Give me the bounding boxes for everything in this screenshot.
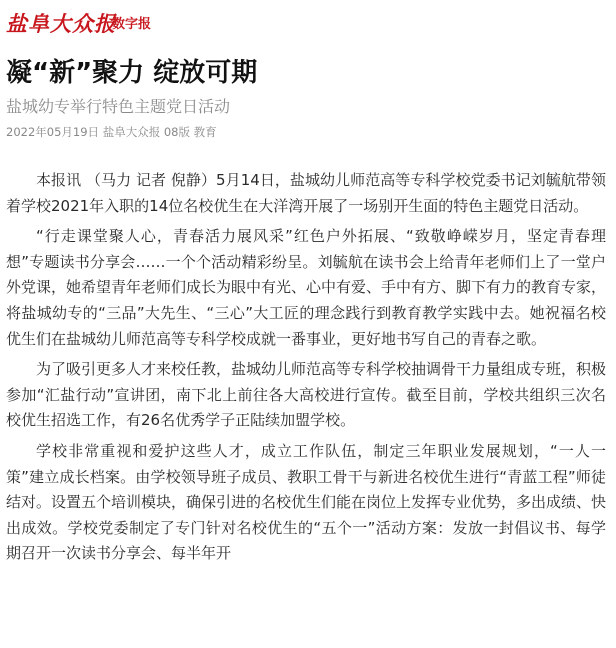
article-body [6,168,606,572]
article-title: 凝“新”聚力 绽放可期 [6,58,258,88]
newspaper-logo[interactable]: 盐阜大众报 [6,11,116,36]
article-paragraph: “行走课堂聚人心，青春活力展风采”红色户外拓展、“致敬峥嵘岁月，坚定青春理想”专题读书分享会……一个个活动精彩纷呈。刘毓航在读书会上给青年老师们上了一堂户外党课，她希望青年老师们成长为眼中有光、心中有爱、手中有方、脚下有力的教育专家，将盐城幼专的“三品”大先生、“三心”大工匠的理念践行到教育教学实践中去。她祝福名校优生们在盐城幼儿师范高等专科学校成就一番事业，更好地书写自己的青春之歌。 [6,227,607,348]
article-paragraph: 学校非常重视和爱护这些人才，成立工作队伍，制定三年职业发展规划，“一人一策”建立成长档案。由学校领导班子成员、教职工骨干与新进名校优生进行“青蓝工程”师徒结对。设置五个培训模块，确保引进的名校优生们能在岗位上发挥专业优势，多出成绩、快出成效。学校党委制定了专门针对名校优生的“五个一”活动方案：发放一封倡议书、每学期召开一次读书分享会、每半年开 [6,441,607,563]
article-paragraph: 本报讯 （马力 记者 倪静）5月14日，盐城幼儿师范高等专科学校党委书记刘毓航带领着学校2021年入职的14位名校优生在大洋湾开展了一场别开生面的特色主题党日活动。 [6,171,606,215]
masthead [0,0,616,42]
article-paragraph: 为了吸引更多人才来校任教，盐城幼儿师范高等专科学校抽调骨干力量组成专班，积极参加“汇盐行动”宣讲团，南下北上前往各大高校进行宣传。截至目前，学校共组织三次名校优生招选工作，有26名优秀学子正陆续加盟学校。 [6,360,607,430]
article-meta: 2022年05月19日 盐阜大众报 08版 教育 [6,125,217,139]
article-subtitle: 盐城幼专举行特色主题党日活动 [6,97,231,116]
digital-edition-label[interactable]: 数字报 [112,17,152,32]
